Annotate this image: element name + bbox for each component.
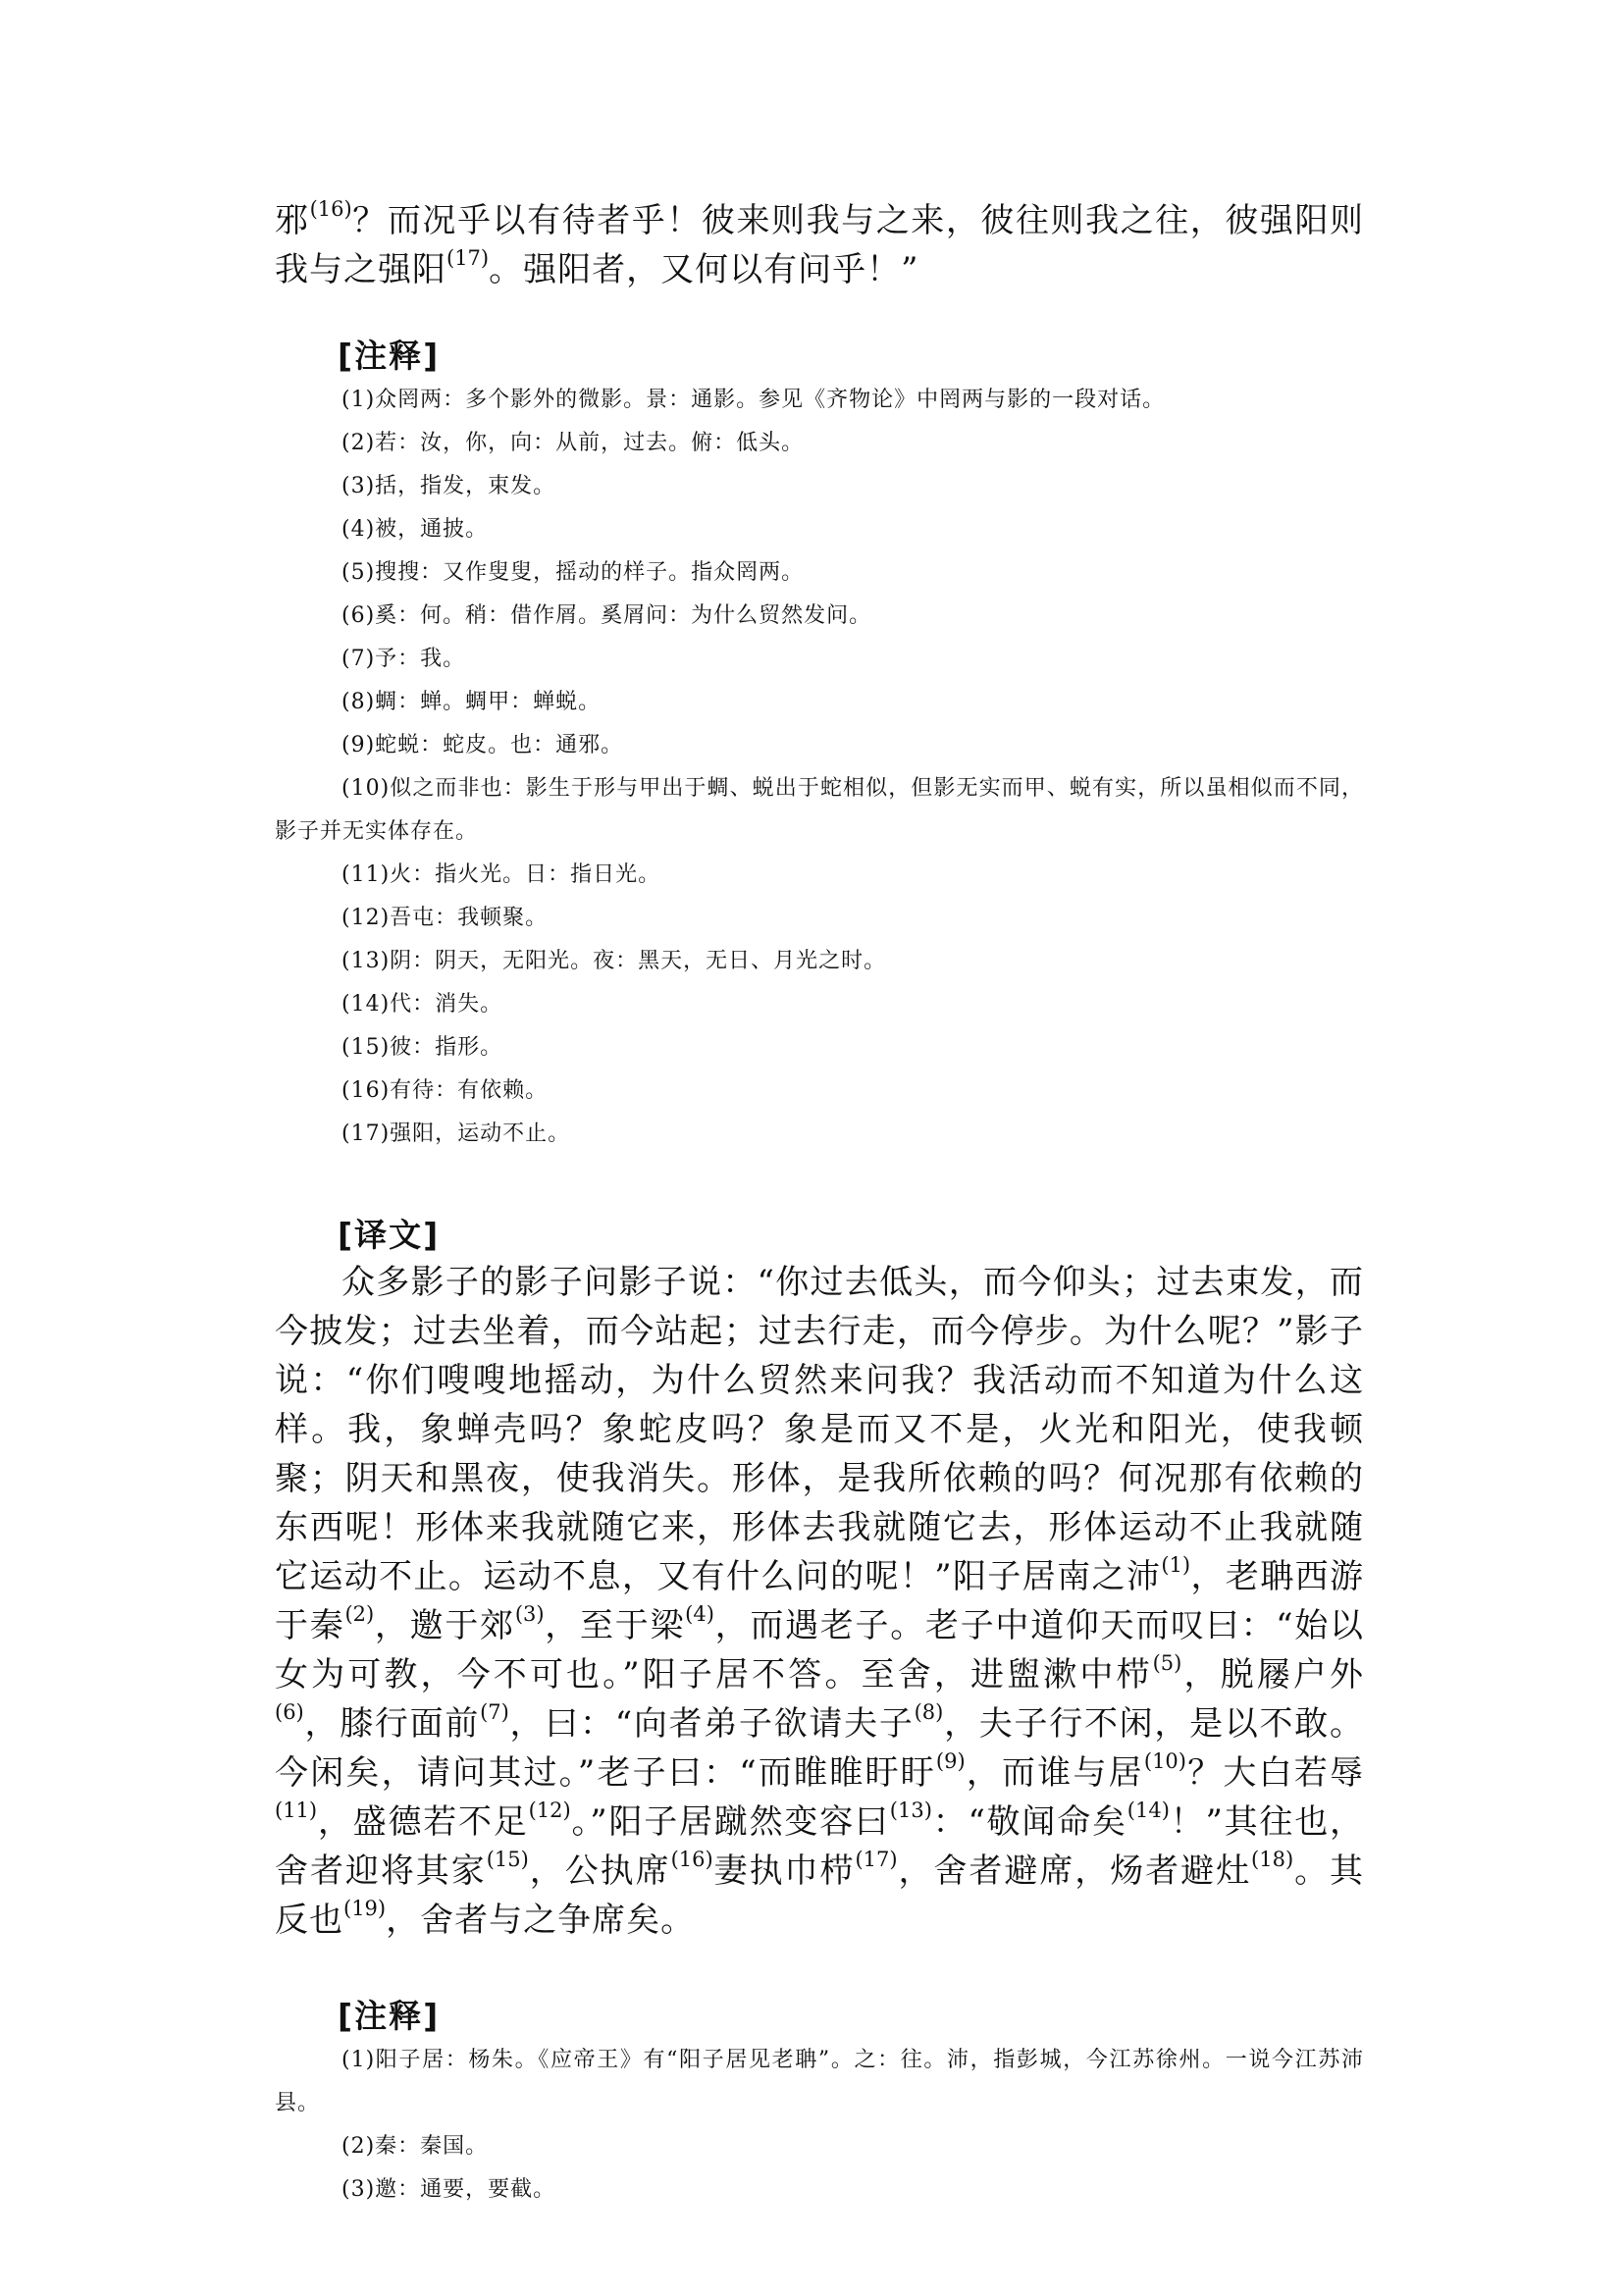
note-item: (14)代：消失。: [341, 992, 503, 1017]
text-segment: ？大白若辱: [1185, 1753, 1365, 1793]
note-item: (15)彼：指形。: [341, 1035, 503, 1060]
footnote-marker: (10): [1143, 1749, 1186, 1773]
spacer: [275, 1945, 1364, 1994]
text-segment: 。”阳子居蹴然变容曰: [570, 1802, 890, 1842]
text-segment: ，膝行面前: [303, 1704, 481, 1744]
text-segment: ，盛德若不足: [317, 1802, 529, 1842]
note-item: (6)奚：何。稍：借作屑。奚屑问：为什么贸然发问。: [341, 603, 872, 628]
spacer: [275, 294, 1364, 334]
footnote-marker: (8): [914, 1700, 944, 1724]
text-segment: 邪: [275, 201, 310, 240]
footnote-marker: (6): [275, 1700, 304, 1724]
note-item: (17)强阳，运动不止。: [341, 1121, 571, 1146]
footnote-marker: (15): [486, 1848, 529, 1871]
footnote-marker: (5): [1152, 1651, 1182, 1675]
footnote-marker: (3): [514, 1602, 545, 1626]
text-segment: ！”其往也，舍者迎将其家: [275, 1802, 1364, 1891]
notes-heading: [注释]: [338, 1997, 441, 2035]
text-segment: ，脱屦户外: [1181, 1655, 1365, 1694]
footnote-marker: (17): [855, 1848, 898, 1871]
footnote-marker: (18): [1251, 1848, 1294, 1871]
note-item: (16)有待：有依赖。: [341, 1078, 549, 1103]
document-page: [275, 196, 1364, 2212]
footnote-marker: (7): [480, 1700, 509, 1724]
text-segment: ，夫子行不闲，是以不敢。今闲矣，请问其过。”老子曰：“而睢睢盱盱: [275, 1704, 1364, 1793]
note-item: (7)予：我。: [341, 647, 466, 671]
note-item: (4)被，通披。: [341, 517, 489, 542]
text-segment: ，而遇老子。老子中道仰天而叹曰：“始以女为可教，今不可也。”阳子居不答。至舍，进盥漱中栉: [275, 1606, 1365, 1694]
footnote-marker: (12): [528, 1799, 571, 1822]
text-segment: 。强阳者，又何以有问乎！”: [489, 250, 919, 289]
notes-heading: [注释]: [338, 337, 441, 375]
text-segment: ？而况乎以有待者乎！彼来则我与之来，彼往则我之往，彼强阳则我与之强阳: [275, 201, 1365, 289]
note-item: (13)阴：阴天，无阳光。夜：黑天，无日、月光之时。: [341, 949, 887, 973]
note-item: (3)邀：通要，要截。: [341, 2177, 556, 2202]
text-segment: ：“敬闻命矣: [931, 1802, 1127, 1842]
note-item: (3)括，指发，束发。: [341, 474, 556, 498]
text-segment: ，舍者与之争席矣。: [386, 1901, 696, 1940]
footnote-marker: (2): [344, 1602, 375, 1626]
text-segment: ，而谁与居: [965, 1753, 1144, 1793]
footnote-marker: (16): [309, 197, 352, 221]
text-segment: ，曰：“向者弟子欲请夫子: [508, 1704, 915, 1744]
translation-heading: [译文]: [338, 1216, 441, 1254]
translation-paragraph: [275, 1258, 1364, 1945]
footnote-marker: (11): [275, 1799, 318, 1822]
note-item: (1)阳子居：杨朱。《应帝王》有“阳子居见老聃”。之：往。沛，指彭城，今江苏徐州。一说今江苏沛县。: [275, 2048, 1364, 2115]
note-item: (1)众罔两：多个影外的微影。景：通影。参见《齐物论》中罔两与影的一段对话。: [341, 388, 1166, 412]
note-item: (8)蜩：蝉。蜩甲：蝉蜕。: [341, 690, 602, 714]
footnote-marker: (13): [889, 1799, 932, 1822]
footnote-marker: (17): [446, 246, 490, 270]
footnote-marker: (4): [685, 1602, 714, 1626]
text-segment: 妻执巾栉: [712, 1851, 856, 1891]
note-item: (12)吾屯：我顿聚。: [341, 906, 549, 930]
text-segment: ，邀于郊: [374, 1606, 515, 1645]
notes-list: [275, 2039, 1364, 2212]
intro-paragraph: [275, 196, 1364, 294]
footnote-marker: (9): [935, 1749, 966, 1773]
text-segment: 众多影子的影子问影子说：“你过去低头，而今仰头；过去束发，而今披发；过去坐着，而今站起；过去行走，而今停步。为什么呢？”影子说：“你们嗖嗖地摇动，为什么贸然来问我？我活动而不知道为什么这样。我，象蝉壳吗？象蛇皮吗？象是而又不是，火光和阳光，使我顿聚；阴天和黑夜，使我消失。形体，是我所依赖的吗？何况那有依赖的东西呢！形体来我就随它来，形体去我就随它去，形体运动不止我就随它运动不止。运动不息，又有什么问的呢！”阳子居南之沛: [275, 1263, 1364, 1596]
note-item: (2)秦：秦国。: [341, 2134, 489, 2159]
note-item: (10)似之而非也：影生于形与甲出于蜩、蜕出于蛇相似，但影无实而甲、蜕有实，所以虽相似而不同，影子并无实体存在。: [275, 776, 1364, 844]
footnote-marker: (19): [343, 1897, 387, 1920]
text-segment: ，舍者避席，炀者避灶: [897, 1851, 1252, 1891]
text-segment: 。其反也: [275, 1851, 1365, 1940]
note-item: (2)若：汝，你，向：从前，过去。俯：低头。: [341, 431, 805, 455]
note-item: (9)蛇蜕：蛇皮。也：通邪。: [341, 733, 624, 757]
text-segment: ，老聃西游于秦: [275, 1557, 1364, 1645]
note-item: (11)火：指火光。日：指日光。: [341, 862, 661, 887]
text-segment: ，公执席: [528, 1851, 671, 1891]
text-segment: ，至于梁: [544, 1606, 686, 1645]
footnote-marker: (16): [670, 1848, 713, 1871]
notes-list: [275, 379, 1364, 1156]
footnote-marker: (1): [1161, 1553, 1191, 1577]
footnote-marker: (14): [1126, 1799, 1170, 1822]
note-item: (5)搜搜：又作叟叟，摇动的样子。指众罔两。: [341, 560, 805, 585]
spacer: [275, 1156, 1364, 1213]
